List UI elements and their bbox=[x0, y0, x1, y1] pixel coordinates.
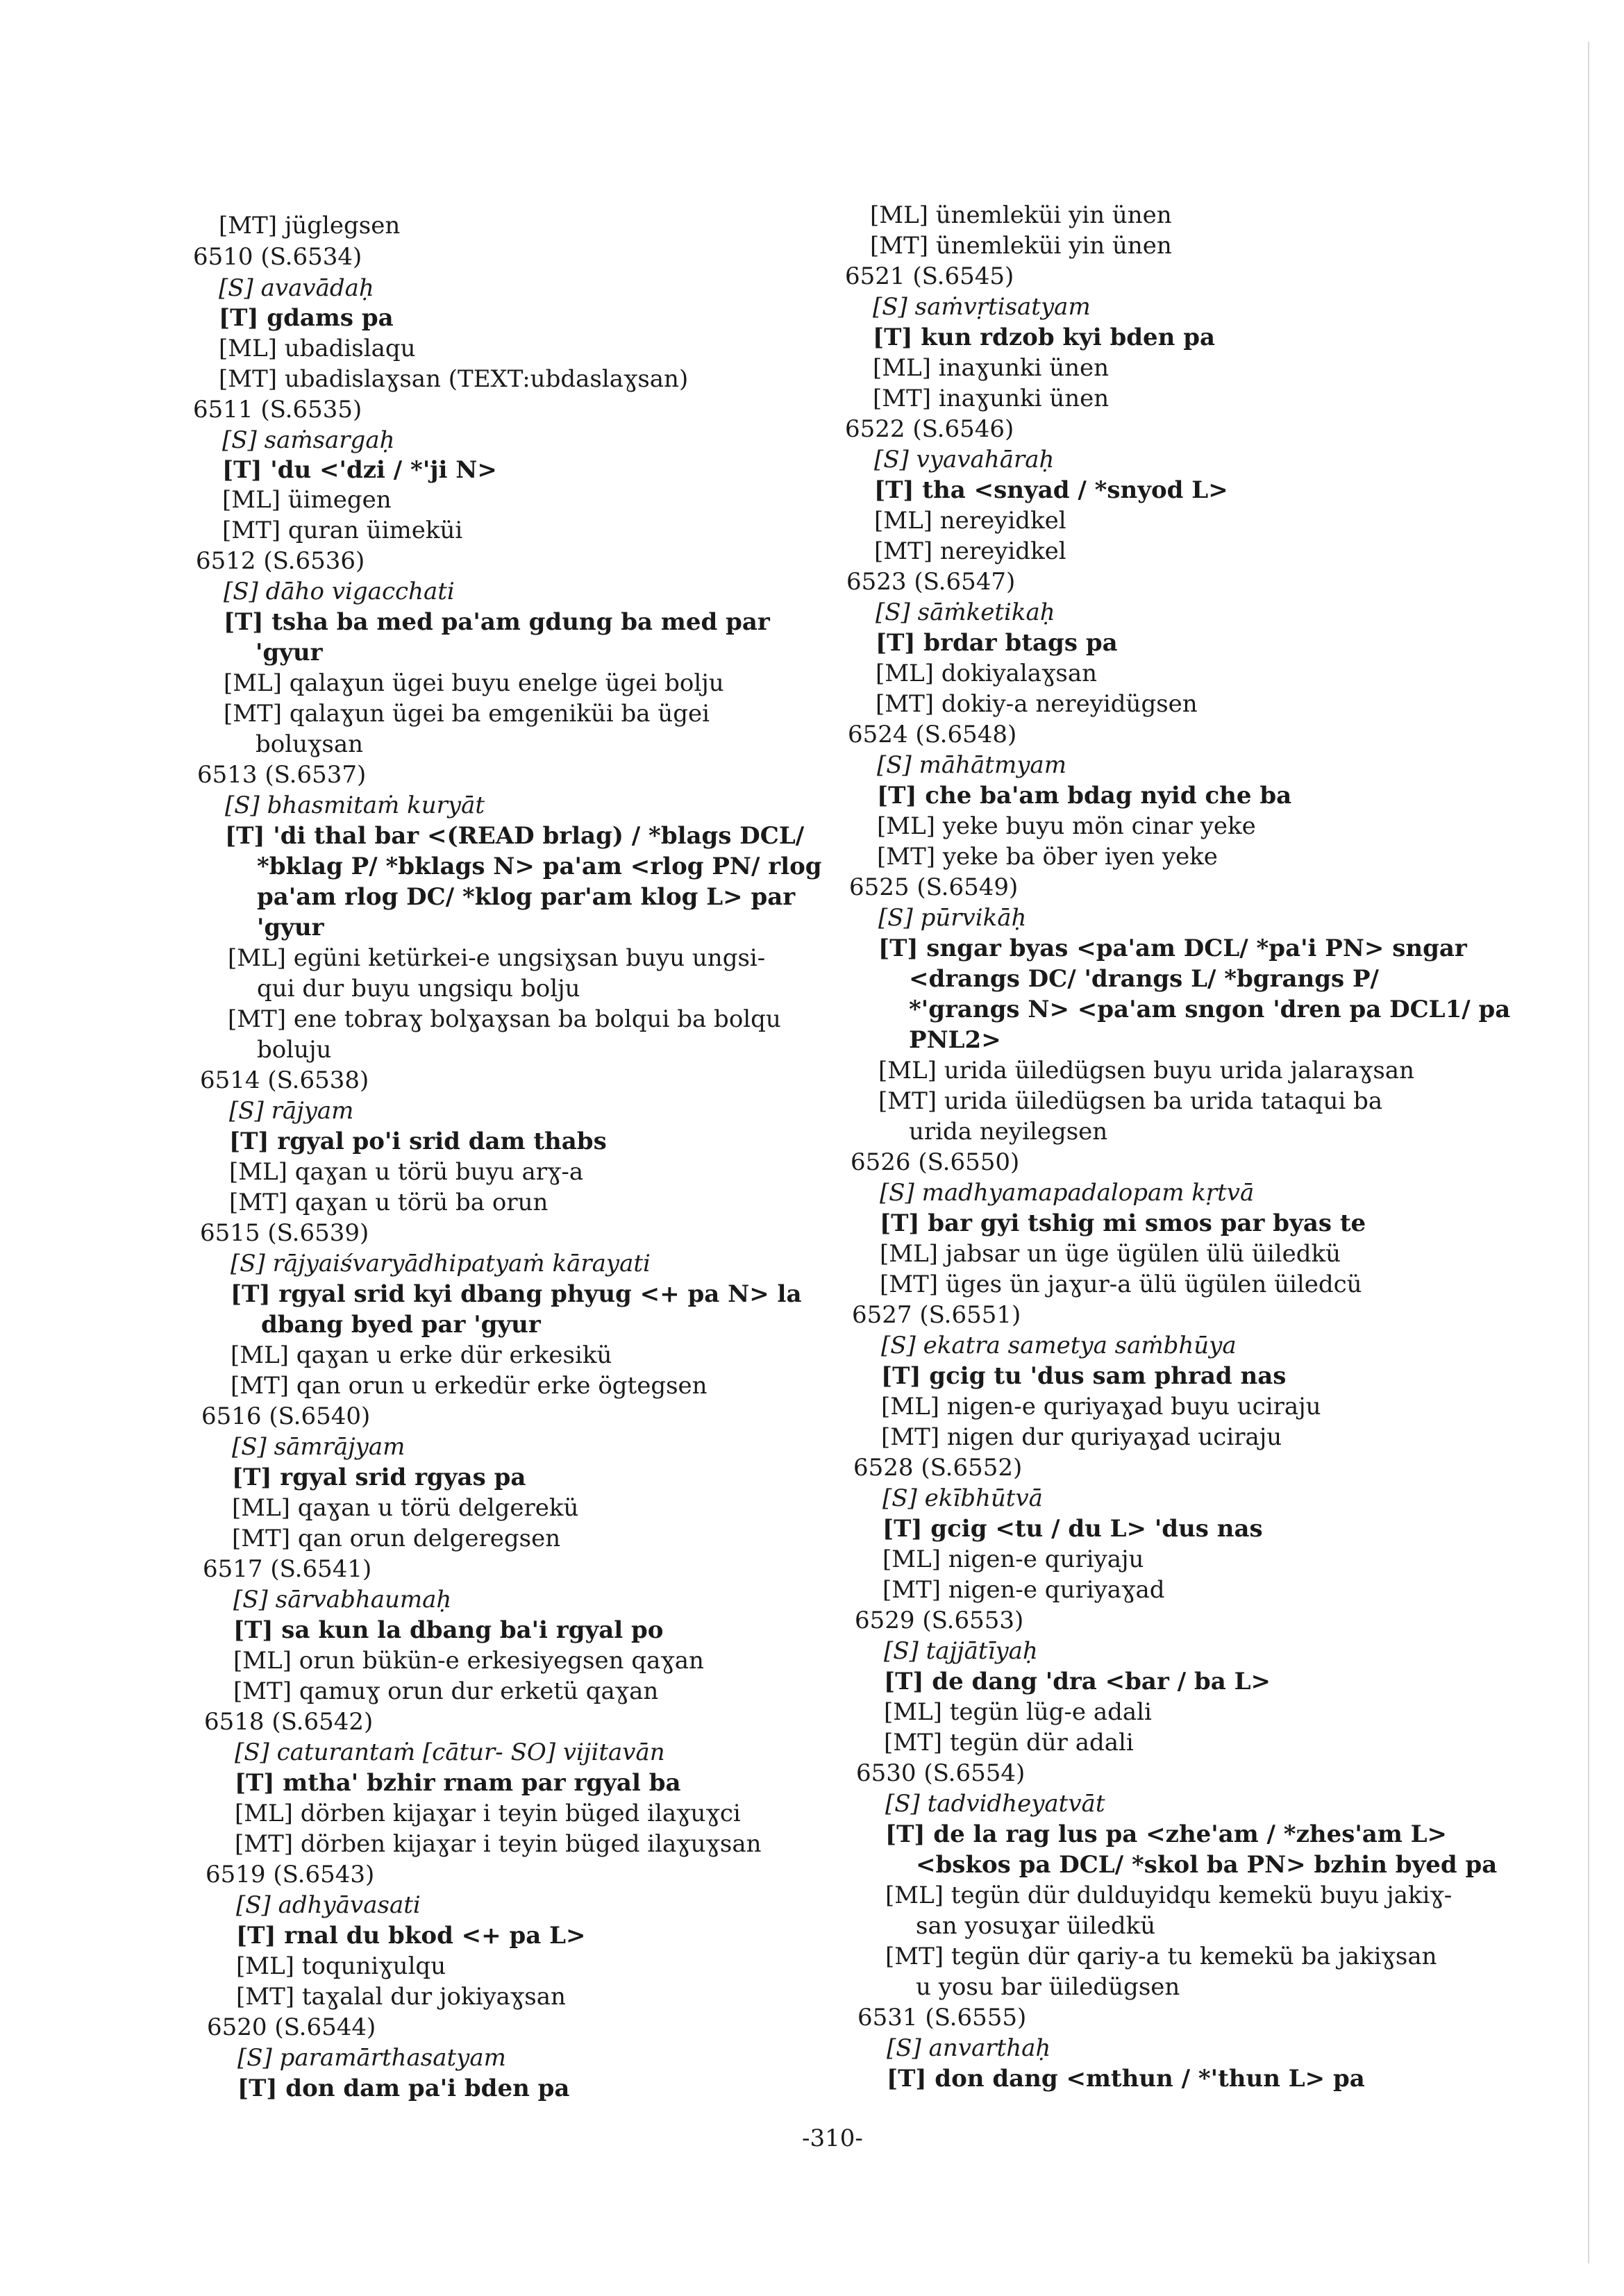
entry-number: 6510 (S.6534) bbox=[193, 243, 362, 271]
entry-line: u yosu bar üiledügsen bbox=[916, 1973, 1180, 2001]
entry-number: 6530 (S.6554) bbox=[856, 1759, 1026, 1787]
entry-line: PNL2> bbox=[909, 1026, 1001, 1054]
entry-line: [T] rgyal srid kyi dbang phyug <+ pa N> la bbox=[231, 1280, 802, 1308]
entry-line: [MT] dörben kijaɣar i teyin büged ilaɣuɣsan bbox=[235, 1830, 762, 1858]
entry-line: [T] gdams pa bbox=[219, 304, 394, 332]
entry-number: 6522 (S.6546) bbox=[845, 415, 1014, 443]
entry-line: [MT] quran üimeküi bbox=[222, 517, 463, 544]
entry-line: [S] ekībhūtvā bbox=[882, 1484, 1043, 1512]
entry-line: [T] rgyal srid rgyas pa bbox=[232, 1464, 526, 1491]
entry-line: [MT] qalaɣun ügei ba emgeniküi ba ügei bbox=[224, 700, 710, 728]
entry-line: qui dur buyu ungsiqu bolju bbox=[257, 975, 580, 1003]
entry-line: [S] avavādaḥ bbox=[219, 274, 374, 302]
entry-line: [T] rgyal po'i srid dam thabs bbox=[229, 1128, 607, 1155]
entry-number: 6528 (S.6552) bbox=[853, 1454, 1023, 1482]
entry-number: 6524 (S.6548) bbox=[848, 721, 1017, 748]
entry-line: [MT] qaɣan u törü ba orun bbox=[229, 1189, 549, 1216]
entry-line: <drangs DC/ 'drangs L/ *bgrangs P/ bbox=[909, 965, 1379, 993]
entry-line: [S] bhasmitaṁ kuryāt bbox=[225, 791, 485, 819]
entry-line: [S] vyavahāraḥ bbox=[874, 446, 1055, 474]
entry-line: [ML] nereyidkel bbox=[874, 507, 1066, 535]
entry-line: [T] rnal du bkod <+ pa L> bbox=[236, 1922, 586, 1950]
entry-line: [T] kun rdzob kyi bden pa bbox=[873, 324, 1216, 351]
entry-number: 6516 (S.6540) bbox=[201, 1402, 371, 1430]
scan-edge-line bbox=[1588, 42, 1589, 2263]
entry-line: [ML] nigen-e quriyaɣad buyu uciraju bbox=[881, 1393, 1321, 1421]
entry-line: [T] de dang 'dra <bar / ba L> bbox=[884, 1668, 1271, 1695]
entry-line: [S] saṁsargaḥ bbox=[222, 426, 395, 454]
entry-line: [MT] üges ün jaɣur-a ülü ügülen üiledcü bbox=[880, 1271, 1362, 1298]
entry-line: [T] brdar btags pa bbox=[876, 629, 1118, 657]
entry-line: [S] rājyam bbox=[229, 1097, 354, 1125]
entry-line: [ML] tegün lüg-e adali bbox=[884, 1698, 1152, 1726]
entry-line: [MT] qan orun delgeregsen bbox=[232, 1525, 561, 1552]
entry-line: [T] mtha' bzhir rnam par rgyal ba bbox=[235, 1769, 681, 1797]
entry-line: [ML] nigen-e quriyaju bbox=[882, 1545, 1144, 1573]
entry-number: 6519 (S.6543) bbox=[206, 1861, 375, 1888]
entry-line: [T] de la rag lus pa <zhe'am / *zhes'am L> bbox=[885, 1820, 1448, 1848]
entry-line: [ML] dokiyalaɣsan bbox=[876, 660, 1098, 687]
entry-line: [ML] orun bükün-e erkesiyegsen qaɣan bbox=[233, 1647, 704, 1675]
entry-line: [T] gcig tu 'dus sam phrad nas bbox=[881, 1362, 1287, 1390]
page-number: -310- bbox=[802, 2125, 863, 2152]
entry-line: [MT] nigen dur quriyaɣad uciraju bbox=[881, 1423, 1282, 1451]
entry-line: <bskos pa DCL/ *skol ba PN> bzhin byed pa bbox=[916, 1851, 1498, 1879]
entry-line: [S] tajjātīyaḥ bbox=[884, 1637, 1038, 1665]
entry-line: dbang byed par 'gyur bbox=[261, 1311, 541, 1339]
entry-line: 'gyur bbox=[257, 914, 324, 941]
entry-line: [MT] nereyidkel bbox=[874, 537, 1066, 565]
entry-line: [MT] ene tobraɣ bolɣaɣsan ba bolqui ba bolqu bbox=[228, 1005, 781, 1033]
entry-line: [S] māhātmyam bbox=[877, 751, 1066, 779]
entry-number: 6531 (S.6555) bbox=[857, 2004, 1027, 2031]
entry-line: [MT] dokiy-a nereyidügsen bbox=[876, 690, 1198, 718]
entry-line: [S] anvarthaḥ bbox=[887, 2034, 1051, 2062]
entry-line: [ML] qalaɣun ügei buyu enelge ügei bolju bbox=[224, 669, 724, 697]
entry-line: [ML] urida üiledügsen buyu urida jalaraɣsan bbox=[878, 1057, 1414, 1084]
entry-line: [S] pūrvikāḥ bbox=[878, 904, 1027, 932]
entry-number: 6520 (S.6544) bbox=[207, 2013, 376, 2041]
entry-line: [S] saṁvṛtisatyam bbox=[873, 293, 1091, 321]
entry-number: 6521 (S.6545) bbox=[845, 262, 1014, 290]
entry-line: [S] sārvabhaumaḥ bbox=[233, 1586, 452, 1614]
entry-line: pa'am rlog DC/ *klog par'am klog L> par bbox=[257, 883, 796, 911]
entry-line: [MT] urida üiledügsen ba urida tataqui ba bbox=[878, 1087, 1383, 1115]
entry-line: boluju bbox=[257, 1036, 332, 1064]
entry-number: 6526 (S.6550) bbox=[851, 1148, 1020, 1176]
entry-line: boluɣsan bbox=[256, 730, 363, 758]
entry-line: [ML] inaɣunki ünen bbox=[873, 354, 1110, 382]
entry-line: [ML] egüni ketürkei-e ungsiɣsan buyu ungsi- bbox=[228, 944, 766, 972]
entry-line: [ML] ubadislaqu bbox=[219, 335, 416, 362]
entry-number: 6515 (S.6539) bbox=[200, 1219, 369, 1247]
entry-number: 6523 (S.6547) bbox=[846, 568, 1016, 596]
entry-line: [MT] nigen-e quriyaɣad bbox=[882, 1576, 1165, 1604]
entry-line: *'grangs N> <pa'am sngon 'dren pa DCL1/ pa bbox=[909, 996, 1511, 1023]
entry-line: [T] sa kun la dbang ba'i rgyal po bbox=[233, 1616, 664, 1644]
entry-line: [T] tsha ba med pa'am gdung ba med par bbox=[224, 608, 770, 636]
entry-line: [MT] ünemleküi yin ünen bbox=[870, 232, 1172, 260]
entry-line: [S] dāho vigacchati bbox=[224, 578, 455, 605]
entry-number: 6527 (S.6551) bbox=[852, 1301, 1021, 1329]
entry-number: 6518 (S.6542) bbox=[204, 1708, 374, 1736]
entry-line: [ML] dörben kijaɣar i teyin büged ilaɣuɣci bbox=[235, 1800, 741, 1827]
entry-line: [ML] ünemleküi yin ünen bbox=[870, 201, 1172, 229]
entry-line: [MT] taɣalal dur jokiyaɣsan bbox=[236, 1983, 566, 2011]
entry-line: 'gyur bbox=[256, 639, 323, 667]
entry-line: [ML] tegün dür dulduyidqu kemekü buyu jakiɣ- bbox=[885, 1882, 1453, 1909]
entry-line: [MT] qan orun u erkedür erke ögtegsen bbox=[231, 1372, 708, 1400]
entry-number: 6517 (S.6541) bbox=[203, 1555, 372, 1583]
entry-line: [S] sāmrājyam bbox=[232, 1433, 405, 1461]
entry-line: [S] caturantaṁ [cātur- SO] vijitavān bbox=[235, 1738, 665, 1766]
entry-line: [ML] qaɣan u törü buyu arɣ-a bbox=[229, 1158, 584, 1186]
entry-number: 6512 (S.6536) bbox=[196, 547, 365, 575]
entry-line: [T] sngar byas <pa'am DCL/ *pa'i PN> sngar bbox=[878, 935, 1467, 962]
entry-line: [S] ekatra sametya saṁbhūya bbox=[881, 1332, 1237, 1359]
entry-line: [ML] üimegen bbox=[222, 486, 392, 514]
entry-line: [S] paramārthasatyam bbox=[237, 2044, 506, 2072]
entry-number: 6525 (S.6549) bbox=[849, 873, 1019, 901]
entry-line: [T] 'du <'dzi / *'ji N> bbox=[222, 456, 497, 484]
entry-line: [MT] inaɣunki ünen bbox=[873, 385, 1110, 412]
entry-line: [S] sāṁketikaḥ bbox=[876, 598, 1055, 626]
entry-number: 6514 (S.6538) bbox=[200, 1066, 369, 1094]
entry-line: urida neyilegsen bbox=[909, 1118, 1108, 1146]
entry-line: [ML] toquniɣulqu bbox=[236, 1952, 446, 1980]
entry-line: [T] tha <snyad / *snyod L> bbox=[874, 476, 1228, 504]
entry-line: [T] gcig <tu / du L> 'dus nas bbox=[882, 1515, 1263, 1543]
entry-line: [MT] yeke ba öber iyen yeke bbox=[877, 843, 1218, 871]
entry-line: [ML] yeke buyu mön cinar yeke bbox=[877, 812, 1256, 840]
entry-line: [T] don dang <mthun / *'thun L> pa bbox=[887, 2065, 1365, 2093]
entry-line: [S] rājyaiśvaryādhipatyaṁ kārayati bbox=[231, 1250, 651, 1277]
entry-line: [MT] tegün dür adali bbox=[884, 1729, 1134, 1757]
entry-number: 6511 (S.6535) bbox=[193, 396, 362, 424]
entry-line: [T] bar gyi tshig mi smos par byas te bbox=[880, 1209, 1366, 1237]
entry-line: [T] che ba'am bdag nyid che ba bbox=[877, 782, 1292, 810]
entry-line: [MT] jüglegsen bbox=[219, 212, 401, 240]
entry-number: 6529 (S.6553) bbox=[855, 1607, 1024, 1634]
entry-line: [MT] ubadislaɣsan (TEXT:ubdaslaɣsan) bbox=[219, 365, 689, 393]
entry-line: [ML] jabsar un üge ügülen ülü üiledkü bbox=[880, 1240, 1341, 1268]
entry-line: [T] 'di thal bar <(READ brlag) / *blags DCL/ bbox=[225, 822, 805, 850]
entry-line: *bklag P/ *bklags N> pa'am <rlog PN/ rlog bbox=[257, 853, 822, 880]
entry-line: [ML] qaɣan u törü delgerekü bbox=[232, 1494, 579, 1522]
entry-line: [T] don dam pa'i bden pa bbox=[237, 2075, 570, 2102]
entry-line: [ML] qaɣan u erke dür erkesikü bbox=[231, 1341, 612, 1369]
entry-line: [S] madhyamapadalopam kṛtvā bbox=[880, 1179, 1255, 1207]
entry-line: san yosuɣar üiledkü bbox=[916, 1912, 1156, 1940]
entry-line: [MT] tegün dür qariy-a tu kemekü ba jakiɣsan bbox=[885, 1943, 1437, 1970]
entry-line: [S] tadvidheyatvāt bbox=[885, 1790, 1105, 1818]
entry-number: 6513 (S.6537) bbox=[197, 761, 367, 789]
entry-line: [MT] qamuɣ orun dur erketü qaɣan bbox=[233, 1677, 659, 1705]
entry-line: [S] adhyāvasati bbox=[236, 1891, 421, 1919]
